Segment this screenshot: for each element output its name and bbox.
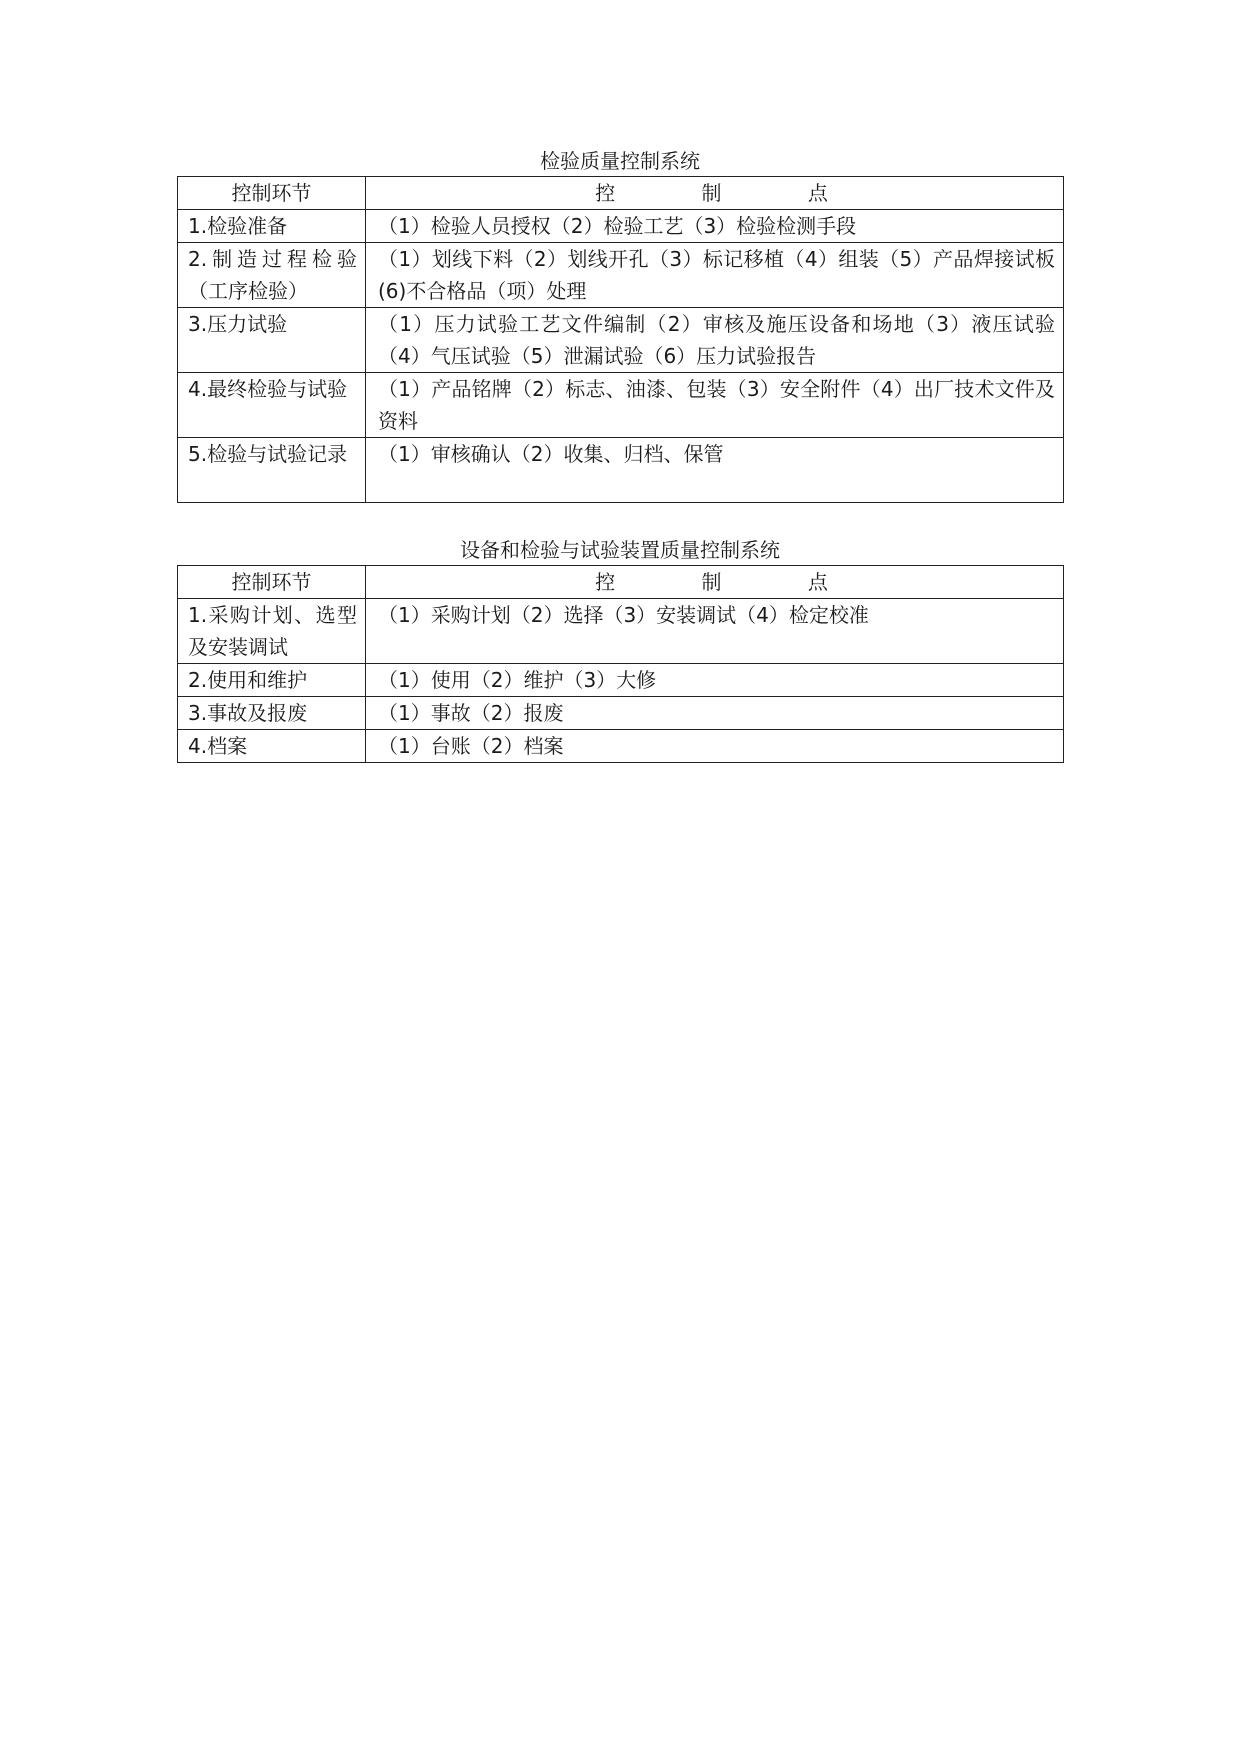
control-points-cell: （1）事故（2）报废 (366, 697, 1064, 730)
inspection-quality-table (177, 176, 1064, 503)
table-row (178, 599, 1064, 664)
table-row (178, 730, 1064, 763)
control-step-cell: 2.制造过程检验（工序检验） (178, 243, 366, 308)
table-row (178, 373, 1064, 438)
control-points-cell: （1）压力试验工艺文件编制（2）审核及施压设备和场地（3）液压试验（4）气压试验（5）泄漏试验（6）压力试验报告 (366, 308, 1064, 373)
document-page (177, 148, 1063, 763)
control-step-cell: 4.最终检验与试验 (178, 373, 366, 438)
control-step-cell: 3.压力试验 (178, 308, 366, 373)
control-step-cell: 2.使用和维护 (178, 664, 366, 697)
control-step-cell: 3.事故及报废 (178, 697, 366, 730)
table-header-row (178, 177, 1064, 210)
header-control-step: 控制环节 (178, 566, 366, 599)
header-control-step: 控制环节 (178, 177, 366, 210)
control-step-cell: 5.检验与试验记录 (178, 438, 366, 503)
control-points-cell: （1）审核确认（2）收集、归档、保管 (366, 438, 1064, 503)
control-step-cell: 1.检验准备 (178, 210, 366, 243)
header-control-points: 控 制 点 (366, 566, 1064, 599)
equipment-quality-section (177, 537, 1063, 763)
equipment-quality-table (177, 565, 1064, 763)
header-control-points: 控 制 点 (366, 177, 1064, 210)
table-row (178, 438, 1064, 503)
table-row (178, 308, 1064, 373)
control-points-cell: （1）划线下料（2）划线开孔（3）标记移植（4）组装（5）产品焊接试板(6)不合格品（项）处理 (366, 243, 1064, 308)
table-row (178, 697, 1064, 730)
control-points-cell: （1）使用（2）维护（3）大修 (366, 664, 1064, 697)
table-title: 设备和检验与试验装置质量控制系统 (460, 538, 780, 562)
table-row (178, 664, 1064, 697)
control-points-cell: （1）产品铭牌（2）标志、油漆、包装（3）安全附件（4）出厂技术文件及资料 (366, 373, 1064, 438)
control-step-cell: 1.采购计划、选型及安装调试 (178, 599, 366, 664)
table-title: 检验质量控制系统 (540, 149, 700, 173)
inspection-quality-section (177, 148, 1063, 503)
control-points-cell: （1）台账（2）档案 (366, 730, 1064, 763)
control-points-cell: （1）采购计划（2）选择（3）安装调试（4）检定校准 (366, 599, 1064, 664)
control-points-cell: （1）检验人员授权（2）检验工艺（3）检验检测手段 (366, 210, 1064, 243)
table-row (178, 243, 1064, 308)
table-row (178, 210, 1064, 243)
table-header-row (178, 566, 1064, 599)
control-step-cell: 4.档案 (178, 730, 366, 763)
